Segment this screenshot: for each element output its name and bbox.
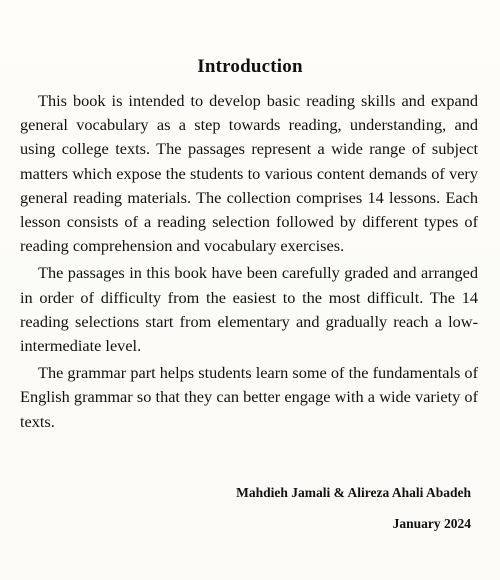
- page-title: Introduction: [197, 56, 303, 77]
- paragraph-3: The grammar part helps students learn some of the fundamentals of English grammar so that they can better engage with a wide variety of texts.: [20, 363, 478, 431]
- paragraph-1: This book is intended to develop basic reading skills and expand general vocabulary as a step towards reading, understanding, and using college texts. The passages represent a wide range of subject matters which expose the students to various content demands of very general reading materials. The collection comprises 14 lessons. Each lesson consists of a reading selection followed by different types of reading comprehension and vocabulary exercises.: [20, 91, 478, 256]
- paragraph-2: The passages in this book have been carefully graded and arranged in order of difficulty from the easiest to the most difficult. The 14 reading selections start from elementary and gradually reach a low-intermediate level.: [20, 263, 478, 356]
- publication-date: January 2024: [392, 516, 471, 531]
- author-signature: Mahdieh Jamali & Alireza Ahali Abadeh: [236, 485, 471, 500]
- introduction-body: [20, 89, 478, 437]
